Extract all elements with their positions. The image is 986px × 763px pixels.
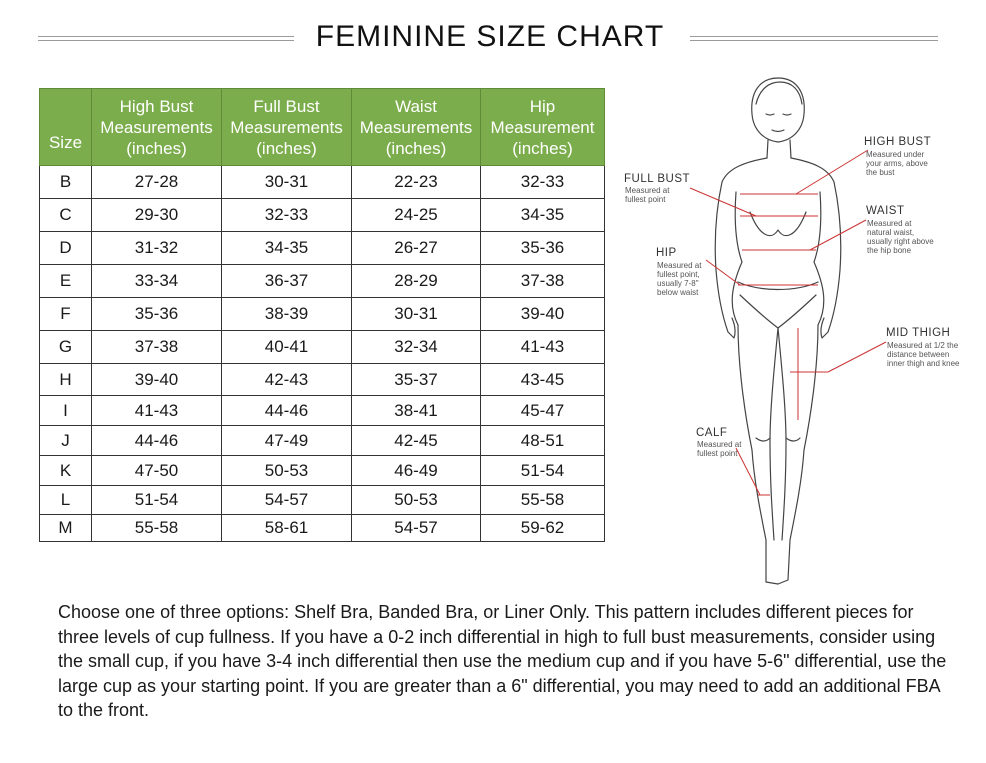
cell-hip: 51-54 — [481, 456, 605, 486]
high-bust-leader — [796, 150, 868, 194]
cell-waist: 30-31 — [352, 298, 481, 331]
cell-hip: 43-45 — [481, 364, 605, 396]
cell-full-bust: 47-49 — [222, 426, 352, 456]
header-line: Measurements — [100, 117, 213, 137]
label-line: natural waist, — [867, 228, 915, 237]
cell-full-bust: 54-57 — [222, 486, 352, 515]
title-rule-left — [38, 36, 294, 41]
cell-high-bust: 35-36 — [92, 298, 222, 331]
table-row — [40, 515, 605, 542]
label-line: fullest point, — [657, 270, 700, 279]
title-row — [0, 18, 986, 62]
label-line: inner thigh and knee — [887, 359, 960, 368]
cell-high-bust: 44-46 — [92, 426, 222, 456]
title-rule-right — [690, 36, 938, 41]
cell-full-bust: 32-33 — [222, 199, 352, 232]
header-line: (inches) — [256, 138, 317, 158]
cell-waist: 32-34 — [352, 331, 481, 364]
label-line: Measured under — [866, 150, 925, 159]
cell-hip: 32-33 — [481, 166, 605, 199]
cell-hip: 48-51 — [481, 426, 605, 456]
cell-size: C — [40, 199, 92, 232]
label-title: CALF — [696, 427, 728, 439]
cell-size: J — [40, 426, 92, 456]
cell-size: F — [40, 298, 92, 331]
header-line: (inches) — [385, 138, 447, 158]
cell-hip: 34-35 — [481, 199, 605, 232]
page-title: FEMININE SIZE CHART — [315, 20, 665, 53]
full-bust-leader — [690, 188, 756, 216]
cell-hip: 45-47 — [481, 396, 605, 426]
label-calf — [696, 427, 742, 458]
cell-hip: 55-58 — [481, 486, 605, 515]
cell-size: B — [40, 166, 92, 199]
cell-full-bust: 34-35 — [222, 232, 352, 265]
header-line: High Bust — [119, 96, 194, 116]
header-line: Hip — [529, 96, 556, 116]
cell-high-bust: 27-28 — [92, 166, 222, 199]
cell-high-bust: 33-34 — [92, 265, 222, 298]
table-row — [40, 456, 605, 486]
cell-high-bust: 41-43 — [92, 396, 222, 426]
cell-high-bust: 29-30 — [92, 199, 222, 232]
label-high-bust — [864, 136, 931, 177]
label-line: Measured at — [625, 186, 670, 195]
label-mid-thigh — [886, 327, 960, 368]
table-row — [40, 199, 605, 232]
label-line: fullest point — [697, 449, 738, 458]
header-full-bust — [222, 89, 352, 166]
cell-full-bust: 58-61 — [222, 515, 352, 542]
cell-waist: 46-49 — [352, 456, 481, 486]
header-line: Measurements — [359, 117, 473, 137]
table-header-row — [40, 89, 605, 166]
cell-high-bust: 51-54 — [92, 486, 222, 515]
table-row — [40, 396, 605, 426]
calf-leader — [736, 448, 760, 495]
header-high-bust — [92, 89, 222, 166]
cell-size: E — [40, 265, 92, 298]
label-line: below waist — [657, 288, 699, 297]
label-line: distance between — [887, 350, 950, 359]
label-line: Measured at — [657, 261, 702, 270]
label-full-bust — [624, 173, 690, 204]
table-row — [40, 364, 605, 396]
label-line: Measured at — [867, 219, 912, 228]
label-hip — [656, 247, 702, 297]
header-waist — [352, 89, 481, 166]
label-line: usually 7-8" — [657, 279, 699, 288]
table-row — [40, 232, 605, 265]
hip-leader — [706, 260, 740, 285]
header-line: Full Bust — [253, 96, 320, 116]
cell-waist: 54-57 — [352, 515, 481, 542]
cell-high-bust: 31-32 — [92, 232, 222, 265]
cell-hip: 35-36 — [481, 232, 605, 265]
label-line: the bust — [866, 168, 895, 177]
table-row — [40, 298, 605, 331]
table-row — [40, 486, 605, 515]
waist-leader — [810, 220, 866, 250]
cell-size: K — [40, 456, 92, 486]
body-outline — [715, 78, 841, 584]
header-hip — [481, 89, 605, 166]
header-line: Measurements — [230, 117, 343, 137]
label-line: Measured at 1/2 the — [887, 341, 959, 350]
cell-size: I — [40, 396, 92, 426]
header-line: (inches) — [512, 138, 573, 158]
table-row — [40, 426, 605, 456]
label-title: FULL BUST — [624, 173, 691, 185]
label-waist — [866, 205, 934, 255]
cell-size: M — [40, 515, 92, 542]
cell-size: D — [40, 232, 92, 265]
cell-waist: 22-23 — [352, 166, 481, 199]
cell-waist: 28-29 — [352, 265, 481, 298]
mid-thigh-leader — [828, 342, 886, 372]
cell-waist: 50-53 — [352, 486, 481, 515]
cell-hip: 41-43 — [481, 331, 605, 364]
cell-waist: 38-41 — [352, 396, 481, 426]
header-line: Measurement — [490, 117, 595, 137]
cell-hip: 59-62 — [481, 515, 605, 542]
cell-high-bust: 37-38 — [92, 331, 222, 364]
label-title: HIP — [656, 247, 677, 259]
label-title: HIGH BUST — [864, 136, 932, 148]
label-line: Measured at — [697, 440, 742, 449]
cell-full-bust: 40-41 — [222, 331, 352, 364]
cell-high-bust: 47-50 — [92, 456, 222, 486]
cell-full-bust: 38-39 — [222, 298, 352, 331]
cell-waist: 26-27 — [352, 232, 481, 265]
cell-size: L — [40, 486, 92, 515]
label-line: your arms, above — [866, 159, 928, 168]
cell-full-bust: 50-53 — [222, 456, 352, 486]
cell-size: H — [40, 364, 92, 396]
cell-waist: 24-25 — [352, 199, 481, 232]
cell-waist: 42-45 — [352, 426, 481, 456]
cell-high-bust: 55-58 — [92, 515, 222, 542]
label-line: the hip bone — [867, 246, 912, 255]
cell-full-bust: 42-43 — [222, 364, 352, 396]
cup-fullness-note: Choose one of three options: Shelf Bra, Banded Bra, or Liner Only. This pattern includes different pieces for three levels of cup fullness. If you have a 0-2 inch differential in high to full bust measurements, consider using the small cup, if you have 3-4 inch differential then use the medium cup and if you have 5-6" differential, use the large cup as your starting point. If you are greater than a 6" differential, you may need to add an additional FBA to the front. — [58, 602, 947, 720]
table-row — [40, 166, 605, 199]
label-line: usually right above — [867, 237, 934, 246]
header-line: (inches) — [126, 138, 187, 158]
label-line: fullest point — [625, 195, 666, 204]
header-line: Waist — [395, 96, 437, 116]
cell-full-bust: 30-31 — [222, 166, 352, 199]
label-title: MID THIGH — [886, 327, 951, 339]
header-line: Size — [48, 133, 83, 152]
label-title: WAIST — [866, 205, 905, 217]
cell-hip: 39-40 — [481, 298, 605, 331]
cell-waist: 35-37 — [352, 364, 481, 396]
table-row — [40, 331, 605, 364]
header-size — [40, 89, 92, 166]
cell-high-bust: 39-40 — [92, 364, 222, 396]
table-row — [40, 265, 605, 298]
cell-full-bust: 44-46 — [222, 396, 352, 426]
cell-hip: 37-38 — [481, 265, 605, 298]
cell-full-bust: 36-37 — [222, 265, 352, 298]
measurement-figure — [610, 70, 980, 595]
size-table — [39, 88, 605, 542]
cell-size: G — [40, 331, 92, 364]
